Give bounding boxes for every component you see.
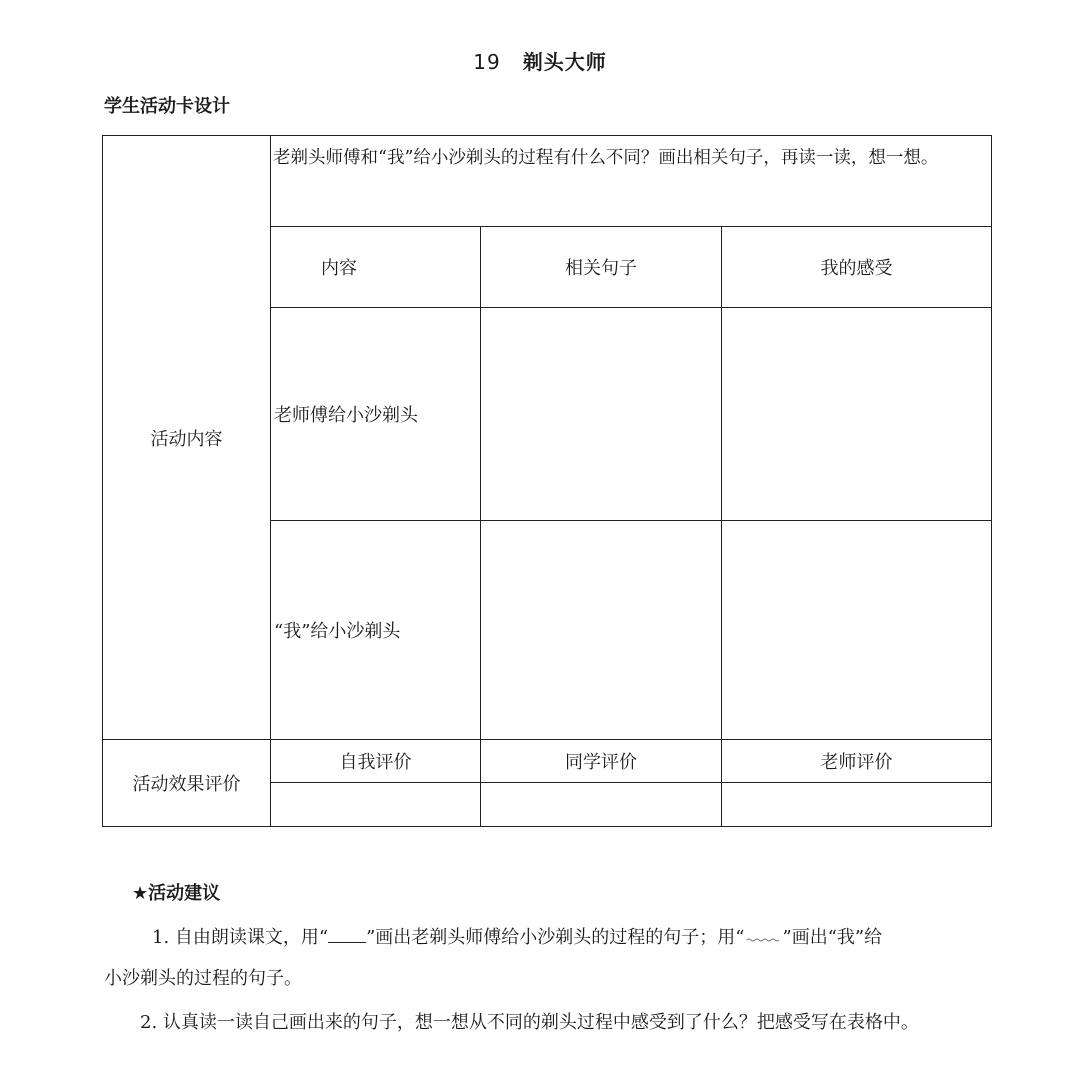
blank-cell-sentences-2[interactable] bbox=[481, 521, 722, 740]
straight-underline-mark bbox=[328, 928, 366, 943]
column-header-content: 内容 bbox=[271, 227, 481, 308]
column-header-feelings: 我的感受 bbox=[722, 227, 992, 308]
blank-cell-sentences-1[interactable] bbox=[481, 308, 722, 521]
lesson-title: 剃头大师 bbox=[522, 50, 607, 74]
blank-cell-feelings-1[interactable] bbox=[722, 308, 992, 521]
activity-card-table bbox=[102, 135, 992, 827]
eval-header-peer: 同学评价 bbox=[481, 740, 722, 783]
evaluation-label: 活动效果评价 bbox=[103, 740, 271, 827]
eval-cell-teacher[interactable] bbox=[722, 783, 992, 827]
wavy-underline-mark bbox=[745, 927, 783, 941]
column-header-sentences: 相关句子 bbox=[481, 227, 722, 308]
lesson-number: 19 bbox=[473, 50, 501, 74]
suggestion-1-part-b: ”画出老剃头师傅给小沙剃头的过程的句子；用“ bbox=[366, 927, 745, 948]
suggestions-title: ★活动建议 bbox=[132, 883, 221, 904]
eval-cell-peer[interactable] bbox=[481, 783, 722, 827]
eval-header-self: 自我评价 bbox=[271, 740, 481, 783]
suggestion-1-part-c: ”画出“我”给 bbox=[782, 927, 883, 948]
suggestion-1-part-a: 1. 自由朗读课文，用“ bbox=[152, 927, 329, 948]
row-label-me: “我”给小沙剃头 bbox=[271, 521, 481, 740]
suggestion-item-1 bbox=[152, 923, 882, 949]
suggestion-item-1-continued: 小沙剃头的过程的句子。 bbox=[104, 968, 302, 989]
eval-header-teacher: 老师评价 bbox=[722, 740, 992, 783]
page-title bbox=[0, 46, 1080, 75]
row-label-old-master: 老师傅给小沙剃头 bbox=[271, 308, 481, 521]
suggestion-item-2: 2. 认真读一读自己画出来的句子，想一想从不同的剃头过程中感受到了什么？把感受写在表格中。 bbox=[140, 1012, 919, 1033]
activity-prompt: 老剃头师傅和“我”给小沙剃头的过程有什么不同？画出相关句子，再读一读，想一想。 bbox=[271, 136, 992, 227]
blank-cell-feelings-2[interactable] bbox=[722, 521, 992, 740]
activity-content-label: 活动内容 bbox=[103, 136, 271, 740]
section-subtitle: 学生活动卡设计 bbox=[104, 96, 230, 117]
eval-cell-self[interactable] bbox=[271, 783, 481, 827]
